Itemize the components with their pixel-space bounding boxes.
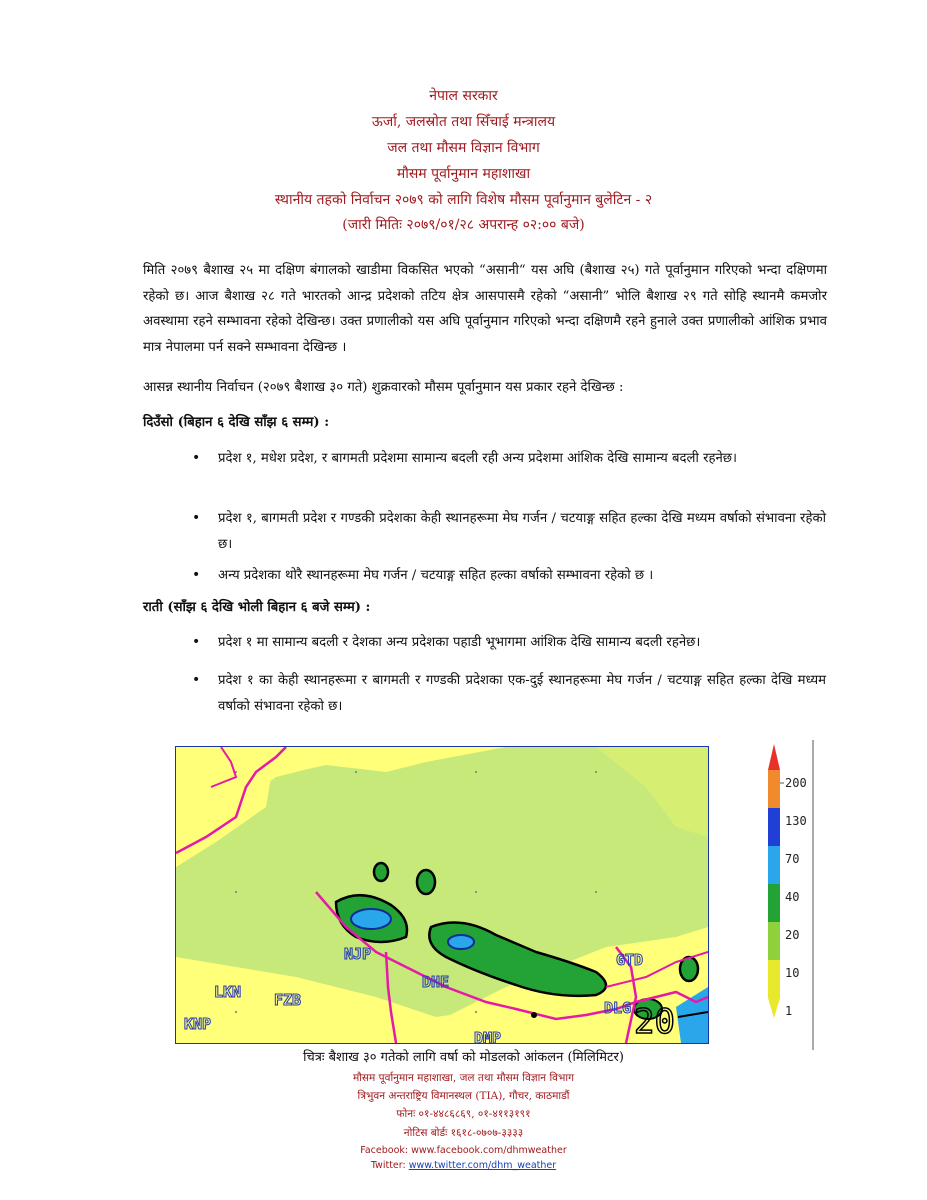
rainfall-map-graphic [176,747,708,1043]
day-bullet-3: अन्य प्रदेशका थोरै स्थानहरूमा मेघ गर्जन / चटयाङ्ग सहित हल्का वर्षाको सम्भावना रहेको छ । [218,568,654,583]
footer-twitter [0,1160,927,1171]
rainfall-legend [760,740,830,1050]
station-label-knp: KNP [184,1015,212,1033]
legend-tick-70: 70 [785,852,800,866]
bullet-dot-icon: • [192,510,201,526]
footer-address: त्रिभुवन अन्तराष्ट्रिय विमानस्थल (TIA), गौचर, काठमाडौं [357,1090,570,1102]
footer-twitter-label: Twitter: [370,1160,409,1171]
bullet-dot-icon: • [192,672,201,688]
legend-swatch-70 [768,846,780,884]
station-label-dlg: DLG [604,999,632,1017]
legend-swatch-20 [768,922,780,960]
legend-arrow-top [768,744,780,770]
bullet-dot-icon: • [192,567,201,583]
bullet-dot-icon: • [192,634,201,650]
legend-tick-10: 10 [785,966,800,980]
issue-date: (जारी मितिः २०७९/०१/२८ अपरान्ह ०२:०० बजे) [342,217,585,233]
bulletin-title: स्थानीय तहको निर्वाचन २०७९ को लागि विशेष मौसम पूर्वानुमान बुलेटिन - २ [274,192,653,208]
night-heading: राती (साँझ ६ देखि भोली बिहान ६ बजे सम्म) : [143,600,371,615]
legend-arrow-bottom [768,998,780,1018]
station-label-njp: NJP [344,945,372,963]
station-label-lkn: LKN [214,983,242,1001]
bullet-dot-icon: • [192,450,201,466]
legend-swatch-200 [768,770,780,808]
night-bullet-1: प्रदेश १ मा सामान्य बदली र देशका अन्य प्रदेशका पहाडी भूभागमा आंशिक देखि सामान्य बदली रहनेछ। [218,635,701,650]
day-bullet-1: प्रदेश १, मधेश प्रदेश, र बागमती प्रदेशमा सामान्य बदली रही अन्य प्रदेशमा आंशिक देखि सामान्य बदली रहनेछ। [218,451,738,466]
legend-tick-130: 130 [785,814,807,828]
footer-phone: फोनः ०१-४४८६८६९, ०१-४११३१९१ [396,1108,531,1120]
footer-division: मौसम पूर्वानुमान महाशाखा, जल तथा मौसम विज्ञान विभाग [352,1072,575,1084]
map-overlay-number: 20 [634,1002,675,1042]
station-label-fzb: FZB [274,991,302,1009]
rainfall-forecast-map [175,746,709,1044]
day-heading: दिउँसो (बिहान ६ देखि साँझ ६ सम्म) : [143,415,330,430]
station-label-dhe: DHE [422,973,450,991]
legend-tick-1: 1 [785,1004,793,1018]
legend-tick-20: 20 [785,928,800,942]
header-division: मौसम पूर्वानुमान महाशाखा [396,166,531,182]
legend-swatch-40 [768,884,780,922]
header-government: नेपाल सरकार [429,88,498,104]
legend-tick-200: 200 [785,776,807,790]
twitter-link[interactable]: www.twitter.com/dhm_weather [408,1160,557,1171]
legend-swatch-10 [768,960,780,998]
footer-notice-board: नोटिस बोर्डः १६१८-०७०७-३३३३ [403,1127,524,1139]
legend-swatch-130 [768,808,780,846]
intro-paragraph: मिति २०७९ बैशाख २५ मा दक्षिण बंगालको खाडीमा विकसित भएको “असानी“ यस अघि (बैशाख २५) गते पूर्वानुमान गरिएको भन्दा दक्षिणमा रहेको छ। आज बैशाख २८ गते भारतको आन्द्र प्रदेशको तटिय क्षेत्र आसपासमै रहेको “असानी” भोलि बैशाख २९ गते सोहि स्थानमै कमजोर अवस्थामा रहने सम्भावना रहेको देखिन्छ। उक्त प्रणालीको यस अघि पूर्वानुमान गरिएको भन्दा दक्षिणमै रहने हुनाले उक्त प्रणालीको आंशिक प्रभाव मात्र नेपालमा पर्न सक्ने सम्भावना देखिन्छ । [143,263,827,355]
footer-facebook: Facebook: www.facebook.com/dhmweather [360,1145,567,1156]
station-label-dmp: DMP [474,1029,502,1043]
day-bullet-2: प्रदेश १, बागमती प्रदेश र गण्डकी प्रदेशका केही स्थानहरूमा मेघ गर्जन / चटयाङ्ग सहित हल्का देखि मध्यम वर्षाको संभावना रहेको छ। [218,511,826,552]
forecast-intro: आसन्न स्थानीय निर्वाचन (२०७९ बैशाख ३० गते) शुक्रवारको मौसम पूर्वानुमान यस प्रकार रहने देखिन्छ : [143,380,624,395]
header-department: जल तथा मौसम विज्ञान विभाग [387,140,540,156]
map-caption: चित्रः बैशाख ३० गतेको लागि वर्षा को मोडलको आंकलन (मिलिमिटर) [303,1050,624,1065]
station-label-gtd: GTD [616,951,644,969]
header-ministry: ऊर्जा, जलस्रोत तथा सिँचाई मन्त्रालय [371,114,556,130]
legend-tick-40: 40 [785,890,800,904]
night-bullet-2: प्रदेश १ का केही स्थानहरूमा र बागमती र गण्डकी प्रदेशका एक-दुई स्थानहरूमा मेघ गर्जन / चटयाङ्ग सहित हल्का देखि मध्यम वर्षाको संभावना रहेको छ। [218,673,826,714]
